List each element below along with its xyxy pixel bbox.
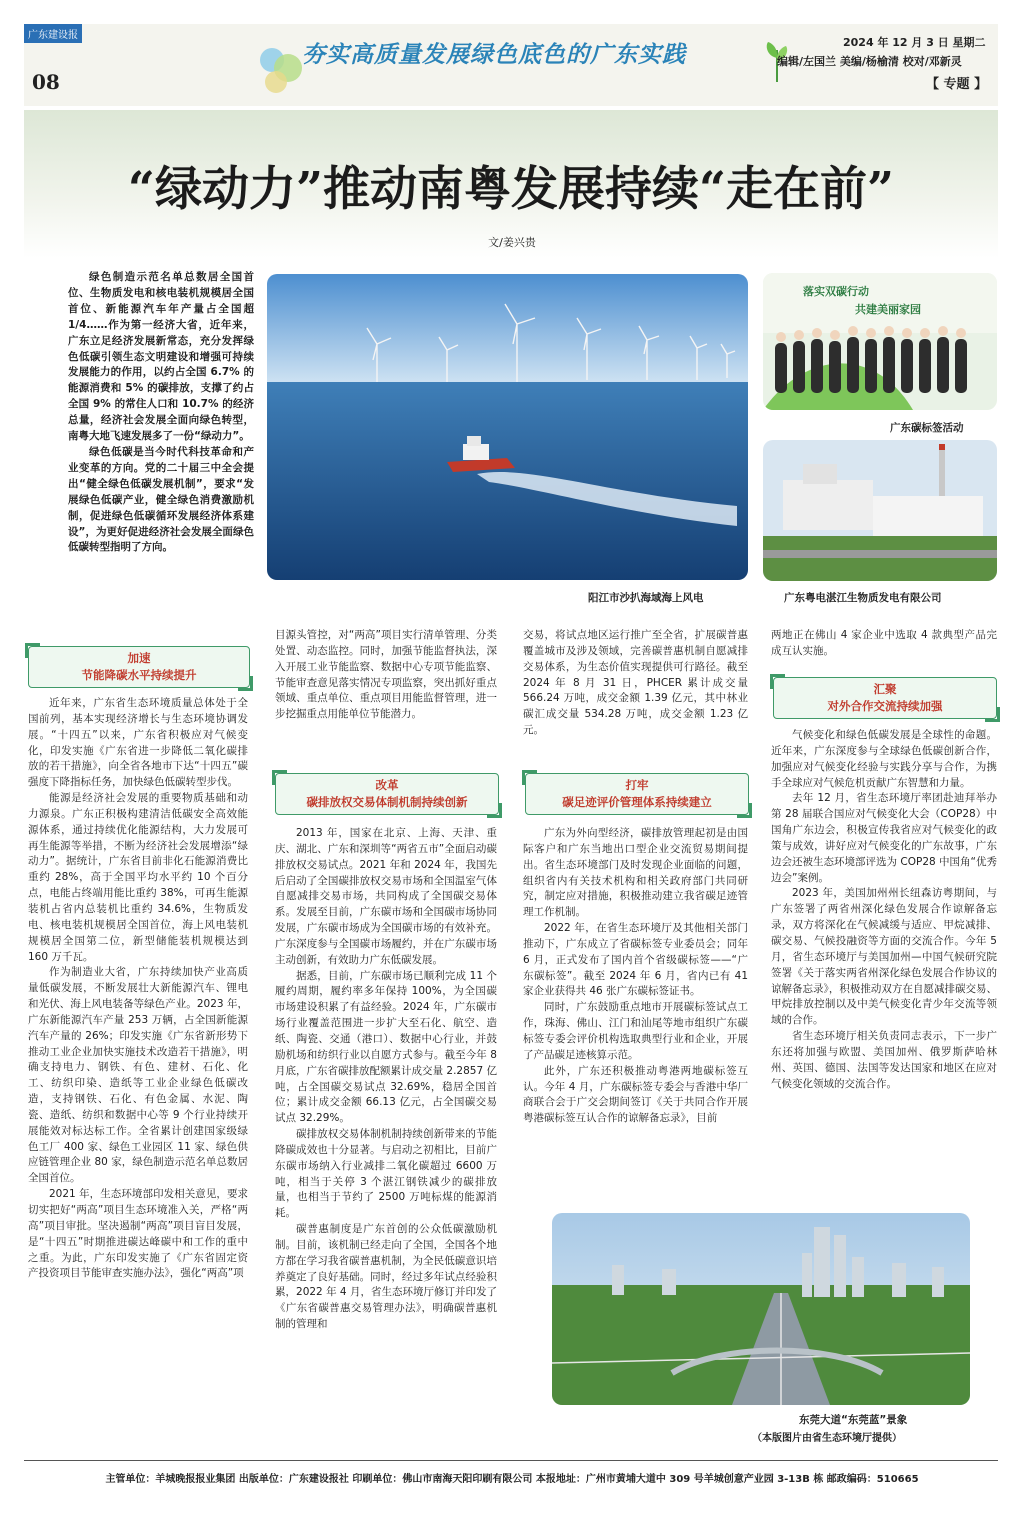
column-4b xyxy=(771,728,997,1092)
offshore-wind-photo xyxy=(267,274,748,580)
article-title: “绿动力”推动南粤发展持续“走在前” xyxy=(127,162,895,217)
paragraph: 目源头管控，对“两高”项目实行清单管理、分类处置、动态监控。同时，加强节能监督执法，深入开展工业节能监察、数据中心专项节能监察、节能审查意见落实情况专项监察，突出抓好重点领域、重点单位、重点项目用能监督管理，进一步挖掘重点用能单位节能潜力。 xyxy=(275,629,497,721)
subhead-text: 碳排放权交易体制机制持续创新 xyxy=(306,795,468,809)
paragraph: 两地正在佛山 4 家企业中选取 4 款典型产品完成互认实施。 xyxy=(771,629,997,657)
paragraph: 碳普惠制度是广东首创的公众低碳激励机制。目前，该机制已经走向了全国，全国各个地方都在学习我省碳普惠机制，为全民低碳意识培养奠定了良好基础。同时，经过多年试点经验积累，2022 年 4 月，省生态环境厅修订并印发了《广东省碳普惠交易管理办法》，明确碳普惠机制的管理和 xyxy=(275,1223,497,1331)
event-banner-line1: 落实双碳行动 xyxy=(803,285,869,298)
subhead-text: 对外合作交流持续加强 xyxy=(827,699,943,713)
section-tag: 【 专题 】 xyxy=(926,77,988,92)
paragraph: 省生态环境厅相关负责同志表示，下一步广东还将加强与欧盟、美国加州、俄罗斯萨哈林州、英国、德国、法国等发达国家和地区在应对气候变化领域的交流合作。 xyxy=(771,1030,997,1090)
event-banner-line2: 共建美丽家园 xyxy=(855,303,921,316)
editor-credits: 编辑/左国兰 美编/杨榆清 校对/邓新灵 xyxy=(777,55,962,68)
paragraph: 碳排放权交易体制机制持续创新带来的节能降碳成效也十分显著。与启动之初相比，目前广东碳市场纳入行业减排二氧化碳超过 6600 万吨，相当于关停 3 个湛江钢铁减少的碳排放量，也相当于节约了 2500 万吨标煤的能源消耗。 xyxy=(275,1128,497,1220)
paragraph: 去年 12 月，省生态环境厅率团赴迪拜举办第 28 届联合国应对气候变化大会（COP28）中国角广东边会，积极宣传我省应对气候变化的政策与成效，讲好应对气候变化的广东故事，广东边会还被生态环境部评选为 COP28 中国角“优秀边会”案例。 xyxy=(771,792,997,884)
plant-photo-caption: 广东粤电湛江生物质发电有限公司 xyxy=(784,592,942,604)
column-4a xyxy=(771,628,997,660)
paragraph: 能源是经济社会发展的重要物质基础和动力源泉。广东正积极构建清洁低碳安全高效能源体系，通过持续优化能源结构，大力发展可再生能源等举措，不断为经济社会发展增添“绿动力”。据统计，广东省目前非化石能源消费比重约 28%，高于全国平均水平约 10 个百分点，电能占终端用能比重约 38%，可再生能源装机占省内总装机比重约 34.6%，生物质发电、核电装机规模居全国首位，海上风电装机规模居全国第二位，新型储能装机规模达到 160 万千瓦。 xyxy=(28,792,248,963)
paragraph: 交易，将试点地区运行推广至全省，扩展碳普惠覆盖城市及涉及领域，完善碳普惠机制自愿减排交易体系，为生态价值实现提供可行路径。截至 2024 年 8 月 31 日，PHCER 累计成交量 566.24 万吨，成交金额 1.39 亿元，其中林业碳汇成交量 534.28 万吨，成交金额 1.23 亿元。 xyxy=(523,629,748,737)
subhead-keyword: 汇聚 xyxy=(873,682,897,696)
subhead-cooperation xyxy=(773,677,997,719)
article-byline: 文/姜兴贵 xyxy=(488,236,536,249)
paragraph: 作为制造业大省，广东持续加快产业高质量低碳发展，不断发展壮大新能源汽车、锂电和光伏、海上风电装备等绿色产业。2023 年，广东新能源汽车产量 253 万辆，占全国新能源汽车产量的 26%；印发实施《广东省新形势下推动工业企业加快实施技术改造若干措施》，明确支持电力、钢铁、有色、建材、石化、化工、纺织印染、造纸等工业企业绿色低碳改造，支持钢铁、石化、有色金属、水泥、陶瓷、造纸、纺织和数据中心等 9 个行业持续开展能效对标达标工作。全省累计创建国家级绿色工厂 400 家、绿色工业园区 11 家、绿色供应链管理企业 80 家，绿色制造示范名单总数居全国首位。 xyxy=(28,966,248,1185)
paragraph: 广东为外向型经济，碳排放管理起初是由国际客户和广东当地出口型企业交流贸易期间提出。省生态环境部门及时发现企业面临的问题，组织省内有关技术机构和相关政府部门共同研究，制定应对措施，积极推动建立我省碳足迹管理工作机制。 xyxy=(523,827,748,919)
page-header xyxy=(24,24,998,106)
footer-rule xyxy=(24,1460,998,1461)
lede-paragraph: 绿色制造示范名单总数居全国首位、生物质发电和核电装机规模居全国首位、新能源汽车年产量占全国超 1/4……作为第一经济大省，近年来，广东立足经济发展新常态，充分发挥绿色低碳引领生态文明建设和增强可持续发展能力的作用，以约占全国 6.7% 的能源消费和 5% 的碳排放，支撑了约占全国 9% 的常住人口和 10.7% 的经济总量，经济社会发展全面向绿色转型，南粤大地飞速发展多了一份“绿动力”。 xyxy=(68,271,254,443)
column-3a xyxy=(523,628,748,739)
article-lede xyxy=(68,270,254,556)
subhead-text: 节能降碳水平持续提升 xyxy=(81,668,197,682)
paragraph: 2021 年，生态环境部印发相关意见，要求切实把好“两高”项目生态环境准入关，严格“两高”项目审批。坚决遏制“两高”项目盲目发展，是“十四五”时期推进碳达峰碳中和工作的重中之重。为此，广东印发实施了《广东省固定资产投资项目节能审查实施办法》，强化“两高”项 xyxy=(28,1188,248,1280)
decorative-circles-icon xyxy=(258,42,304,96)
column-1 xyxy=(28,696,248,1282)
column-3b xyxy=(523,826,748,1127)
page-footer: 主管单位：羊城晚报报业集团 出版单位：广东建设报社 印刷单位：佛山市南海天阳印刷有限公司 本报地址：广州市黄埔大道中 309 号羊城创意产业园 3-13B 栋 邮政编码：510665 xyxy=(105,1474,919,1485)
page-number: 08 xyxy=(32,70,60,94)
subhead-keyword: 加速 xyxy=(127,651,151,665)
lede-paragraph: 绿色低碳是当今时代科技革命和产业变革的方向。党的二十届三中全会提出“健全绿色低碳发展机制”，要求“发展绿色低碳产业，健全绿色消费激励机制，促进绿色低碳循环发展经济体系建设”，为更好促进经济社会发展全面绿色低碳转型指明了方向。 xyxy=(68,445,254,554)
paragraph: 2022 年，在省生态环境厅及其他相关部门推动下，广东成立了省碳标签专业委员会；同年 6 月，正式发布了国内首个省级碳标签——“广东碳标签”。截至 2024 年 6 月，省内已有 41 家企业获得共 46 张广东碳标签证书。 xyxy=(523,922,748,998)
carbon-label-event-photo xyxy=(763,273,997,410)
biomass-plant-photo xyxy=(763,440,997,581)
paragraph: 近年来，广东省生态环境质量总体处于全国前列，基本实现经济增长与生态环境协调发展。“十四五”以来，广东省积极应对气候变化，印发实施《广东省进一步降低二氧化碳排放的若干措施》，向全省各地市下达“十四五”碳强度下降指标任务，加快绿色低碳转型步伐。 xyxy=(28,697,248,789)
paragraph: 据悉，目前，广东碳市场已顺利完成 11 个履约周期，履约率多年保持 100%，为全国碳市场建设积累了有益经验。2024 年，广东碳市场行业覆盖范围进一步扩大至石化、航空、造纸、陶瓷、交通（港口）、数据中心行业，并鼓励机场和纺织行业以自愿方式参与。截至今年 8 月底，广东省碳排放配额累计成交量 2.2857 亿吨，占全国碳交易试点 32.69%，稳居全国首位；累计成交金额 66.13 亿元，占全国碳交易试点 32.29%。 xyxy=(275,969,497,1125)
paragraph: 2023 年，美国加州州长纽森访粤期间，与广东签署了两省州深化绿色发展合作谅解备忘录，双方将深化在气候减缓与适应、甲烷减排、碳交易、气候投融资等方面的交流合作。今年 5 月，省生态环境厅与美国加州—中国气候研究院签署《关于落实两省州深化绿色发展合作协议的谅解备忘录》，积极推动双方在自愿减排碳交易、甲烷排放控制以及中美气候变化青少年交流等领域的合作。 xyxy=(771,887,997,1027)
paragraph: 此外，广东还积极推动粤港两地碳标签互认。今年 4 月，广东碳标签专委会与香港中华厂商联合会于广交会期间签订《关于共同合作开展粤港碳标签互认合作的谅解备忘录》，目前 xyxy=(523,1064,748,1125)
section-tag-label: 专题 xyxy=(943,77,970,92)
column-2b xyxy=(275,826,497,1333)
photo-credit: （本版图片由省生态环境厅提供） xyxy=(752,1433,902,1444)
paragraph: 气候变化和绿色低碳发展是全球性的命题。近年来，广东深度参与全球绿色低碳创新合作，加强应对气候变化经验与实践分享与合作，为携手全球应对气候危机贡献广东智慧和力量。 xyxy=(771,729,997,789)
dongguan-avenue-photo xyxy=(552,1213,970,1405)
subhead-text: 碳足迹评价管理体系持续建立 xyxy=(562,795,712,809)
subhead-carbon-footprint xyxy=(525,773,749,815)
paragraph: 同时，广东鼓励重点地市开展碳标签试点工作，珠海、佛山、江门和汕尾等地市组织广东碳标签专委会评价机构选取典型行业和企业，开展了产品碳足迹核算示范。 xyxy=(523,1001,748,1061)
city-photo-caption: 东莞大道“东莞蓝”景象 xyxy=(799,1414,908,1426)
subhead-keyword: 改革 xyxy=(375,778,399,792)
subhead-carbon-trading xyxy=(275,773,499,815)
subhead-keyword: 打牢 xyxy=(625,778,649,792)
paragraph: 2013 年，国家在北京、上海、天津、重庆、湖北、广东和深圳等“两省五市”全面启动碳排放权交易试点。2021 年和 2024 年，我国先后启动了全国碳排放权交易市场和全国温室气体自愿减排交易市场，共同构成了全国碳交易体系。发展至目前，广东碳市场和全国碳市场协同发展，广东碳市场成为全国碳市场的有效补充。广东深度参与全国碳市场履约，并在广东碳市场主动创新，有效助力广东低碳发展。 xyxy=(275,827,497,966)
column-2a xyxy=(275,628,497,723)
main-photo-caption: 阳江市沙扒海域海上风电 xyxy=(588,592,704,604)
subhead-energy-efficiency xyxy=(28,646,250,688)
event-photo-caption: 广东碳标签活动 xyxy=(890,422,964,434)
newspaper-logo: 广东建设报 xyxy=(24,24,82,43)
issue-date: 2024 年 12 月 3 日 星期二 xyxy=(843,36,986,49)
banner-title: 夯实高质量发展绿色底色的广东实践 xyxy=(302,42,686,68)
